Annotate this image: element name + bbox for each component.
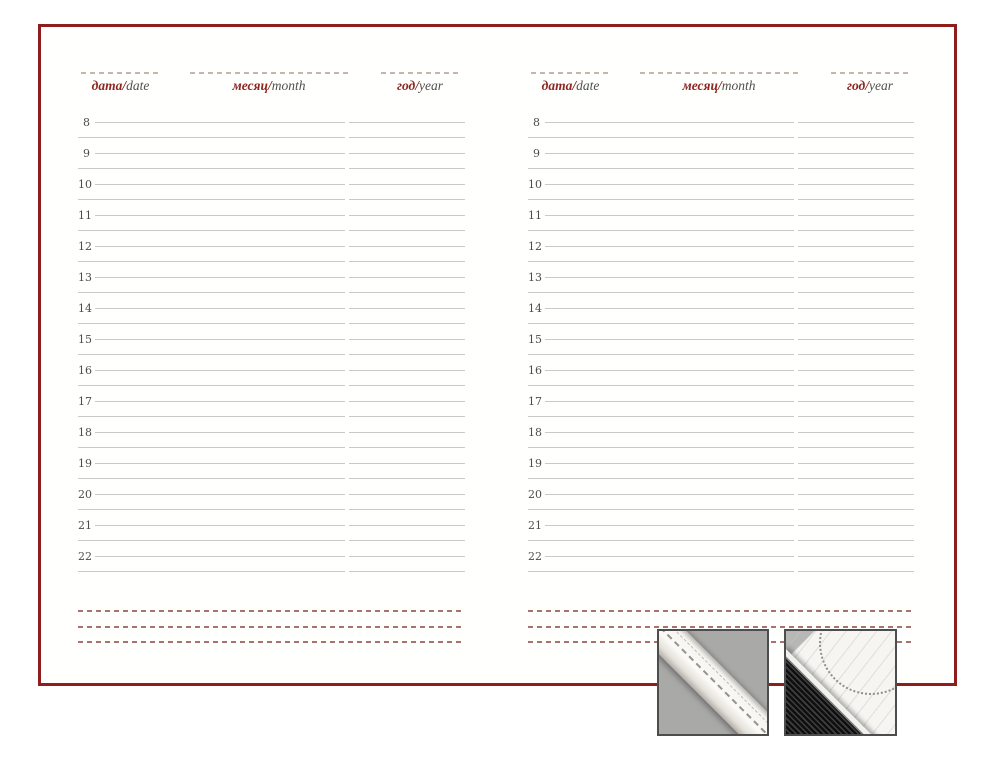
hourly-schedule-grid	[78, 107, 465, 572]
writing-line-side	[798, 370, 914, 371]
hour-row-21	[528, 510, 914, 541]
writing-line-main	[545, 525, 794, 526]
hour-row-16	[78, 355, 465, 386]
hour-row-13	[528, 262, 914, 293]
writing-line-main	[545, 463, 794, 464]
hour-number: 16	[528, 363, 542, 377]
hour-number: 11	[78, 208, 92, 222]
writing-line-side	[798, 339, 914, 340]
year-label-ru: год	[846, 78, 866, 93]
writing-line-main	[95, 153, 345, 154]
hour-number: 18	[78, 425, 92, 439]
hour-row-18	[78, 417, 465, 448]
writing-line-main	[95, 370, 345, 371]
month-dash-line	[640, 72, 798, 74]
year-label	[381, 79, 459, 93]
writing-line-main	[545, 277, 794, 278]
micro-perforation-strip-photo	[657, 629, 769, 736]
writing-line-main	[95, 184, 345, 185]
writing-line-main	[528, 323, 794, 324]
writing-line-main	[528, 199, 794, 200]
writing-line-main	[528, 416, 794, 417]
writing-line-side	[349, 509, 465, 510]
writing-line-main	[528, 385, 794, 386]
hour-number: 20	[78, 487, 92, 501]
writing-line-side	[349, 230, 465, 231]
writing-line-main	[78, 261, 345, 262]
writing-line-side	[798, 432, 914, 433]
writing-line-main	[95, 494, 345, 495]
hour-row-17	[528, 386, 914, 417]
writing-line-side	[349, 277, 465, 278]
writing-line-side	[349, 323, 465, 324]
writing-line-side	[798, 292, 914, 293]
year-label	[831, 79, 909, 93]
hour-number: 21	[528, 518, 542, 532]
writing-line-main	[78, 447, 345, 448]
writing-line-side	[349, 432, 465, 433]
writing-line-side	[349, 401, 465, 402]
label-separator: /	[718, 78, 722, 93]
writing-line-side	[798, 385, 914, 386]
writing-line-side	[349, 339, 465, 340]
writing-line-side	[798, 246, 914, 247]
writing-line-side	[798, 447, 914, 448]
writing-line-main	[95, 215, 345, 216]
perforated-corner-photo	[784, 629, 897, 736]
writing-line-main	[545, 122, 794, 123]
writing-line-side	[349, 494, 465, 495]
hour-number: 10	[528, 177, 542, 191]
footer-dash-line	[78, 641, 463, 643]
writing-line-side	[798, 494, 914, 495]
date-label-ru: дата	[91, 78, 123, 93]
writing-line-main	[78, 292, 345, 293]
date-dash-line	[531, 72, 610, 74]
hour-number: 15	[528, 332, 542, 346]
writing-line-side	[349, 215, 465, 216]
label-separator: /	[415, 78, 420, 93]
writing-line-main	[78, 478, 345, 479]
writing-line-side	[349, 354, 465, 355]
writing-line-side	[798, 571, 914, 572]
hour-number: 13	[528, 270, 542, 284]
date-label	[81, 79, 160, 93]
writing-line-side	[349, 478, 465, 479]
writing-line-side	[798, 184, 914, 185]
writing-line-main	[545, 432, 794, 433]
hour-row-22	[78, 541, 465, 572]
year-field-group	[831, 72, 909, 93]
month-label-en: month	[721, 78, 756, 93]
hour-number: 9	[533, 146, 540, 160]
date-label-ru: дата	[541, 78, 573, 93]
writing-line-main	[528, 230, 794, 231]
writing-line-main	[78, 385, 345, 386]
date-dash-line	[81, 72, 160, 74]
hour-row-11	[78, 200, 465, 231]
writing-line-side	[798, 525, 914, 526]
page-frame	[38, 24, 957, 686]
writing-line-main	[545, 339, 794, 340]
writing-line-main	[545, 401, 794, 402]
writing-line-main	[528, 168, 794, 169]
hour-row-9	[528, 138, 914, 169]
writing-line-side	[798, 261, 914, 262]
hour-number: 19	[78, 456, 92, 470]
writing-line-main	[528, 478, 794, 479]
footer-dash-line	[528, 626, 912, 628]
writing-line-main	[95, 277, 345, 278]
writing-line-main	[545, 494, 794, 495]
writing-line-side	[349, 199, 465, 200]
hour-number: 12	[528, 239, 542, 253]
hour-row-12	[528, 231, 914, 262]
hour-row-18	[528, 417, 914, 448]
hour-number: 13	[78, 270, 92, 284]
hour-row-10	[528, 169, 914, 200]
hour-row-21	[78, 510, 465, 541]
hourly-schedule-grid	[528, 107, 914, 572]
year-field-group	[381, 72, 459, 93]
writing-line-side	[349, 292, 465, 293]
month-field-group	[190, 72, 348, 93]
writing-line-side	[798, 137, 914, 138]
writing-line-side	[349, 153, 465, 154]
writing-line-side	[798, 354, 914, 355]
month-label	[640, 79, 798, 93]
hour-number: 15	[78, 332, 92, 346]
writing-line-side	[798, 463, 914, 464]
month-dash-line	[190, 72, 348, 74]
writing-line-main	[95, 556, 345, 557]
hour-row-22	[528, 541, 914, 572]
month-field-group	[640, 72, 798, 93]
date-label	[531, 79, 610, 93]
writing-line-side	[349, 122, 465, 123]
label-separator: /	[865, 78, 870, 93]
hour-number: 8	[533, 115, 540, 129]
writing-line-side	[349, 416, 465, 417]
month-label-ru: месяц	[232, 78, 268, 93]
hour-row-12	[78, 231, 465, 262]
footer-dash-line	[78, 626, 463, 628]
left-page	[78, 27, 465, 683]
hour-number: 22	[78, 549, 92, 563]
writing-line-main	[78, 354, 345, 355]
writing-line-main	[95, 308, 345, 309]
writing-line-main	[528, 137, 794, 138]
hour-number: 8	[83, 115, 90, 129]
writing-line-side	[349, 571, 465, 572]
writing-line-side	[349, 308, 465, 309]
hour-row-15	[528, 324, 914, 355]
writing-line-side	[798, 215, 914, 216]
hour-row-8	[528, 107, 914, 138]
date-label-en: date	[576, 78, 600, 93]
perforation-strip	[657, 629, 769, 736]
writing-line-side	[798, 416, 914, 417]
writing-line-side	[798, 323, 914, 324]
hour-number: 19	[528, 456, 542, 470]
year-label-ru: год	[396, 78, 416, 93]
hour-row-13	[78, 262, 465, 293]
perforation-dashes-icon	[657, 629, 769, 736]
writing-line-side	[349, 525, 465, 526]
hour-row-20	[78, 479, 465, 510]
writing-line-side	[798, 230, 914, 231]
writing-line-side	[798, 277, 914, 278]
writing-line-main	[545, 215, 794, 216]
writing-line-side	[798, 199, 914, 200]
writing-line-main	[78, 509, 345, 510]
hour-number: 14	[528, 301, 542, 315]
writing-line-main	[95, 339, 345, 340]
writing-line-side	[349, 370, 465, 371]
writing-line-main	[95, 246, 345, 247]
writing-line-side	[349, 447, 465, 448]
month-label	[190, 79, 348, 93]
year-dash-line	[831, 72, 909, 74]
hour-number: 17	[528, 394, 542, 408]
hour-row-16	[528, 355, 914, 386]
writing-line-main	[78, 540, 345, 541]
writing-line-main	[545, 370, 794, 371]
writing-line-main	[545, 308, 794, 309]
writing-line-side	[349, 463, 465, 464]
writing-line-main	[528, 354, 794, 355]
writing-line-main	[545, 556, 794, 557]
writing-line-main	[545, 153, 794, 154]
writing-line-side	[349, 246, 465, 247]
writing-line-main	[545, 184, 794, 185]
writing-line-main	[528, 261, 794, 262]
hour-row-10	[78, 169, 465, 200]
writing-line-side	[798, 153, 914, 154]
hour-number: 9	[83, 146, 90, 160]
notes-footer	[78, 610, 463, 657]
label-separator: /	[268, 78, 272, 93]
writing-line-side	[798, 122, 914, 123]
hour-number: 14	[78, 301, 92, 315]
hour-row-15	[78, 324, 465, 355]
year-label-en: year	[869, 78, 894, 93]
writing-line-side	[798, 540, 914, 541]
hour-number: 17	[78, 394, 92, 408]
hour-row-19	[528, 448, 914, 479]
month-label-ru: месяц	[682, 78, 718, 93]
writing-line-main	[95, 122, 345, 123]
hour-row-8	[78, 107, 465, 138]
hour-row-17	[78, 386, 465, 417]
writing-line-main	[95, 463, 345, 464]
writing-line-side	[798, 556, 914, 557]
hour-number: 20	[528, 487, 542, 501]
year-dash-line	[381, 72, 459, 74]
hour-row-14	[78, 293, 465, 324]
footer-dash-line	[528, 610, 912, 612]
writing-line-main	[545, 246, 794, 247]
date-field-group	[531, 72, 610, 93]
writing-line-main	[78, 571, 345, 572]
writing-line-side	[349, 184, 465, 185]
hour-row-19	[78, 448, 465, 479]
hour-row-14	[528, 293, 914, 324]
writing-line-side	[798, 478, 914, 479]
hour-row-9	[78, 138, 465, 169]
hour-row-20	[528, 479, 914, 510]
hour-number: 21	[78, 518, 92, 532]
writing-line-main	[95, 401, 345, 402]
writing-line-side	[349, 168, 465, 169]
year-label-en: year	[419, 78, 444, 93]
writing-line-side	[798, 308, 914, 309]
writing-line-main	[78, 323, 345, 324]
month-label-en: month	[271, 78, 306, 93]
writing-line-main	[528, 540, 794, 541]
hour-number: 11	[528, 208, 542, 222]
writing-line-main	[78, 230, 345, 231]
writing-line-main	[528, 447, 794, 448]
writing-line-main	[528, 571, 794, 572]
date-field-group	[81, 72, 160, 93]
hour-number: 22	[528, 549, 542, 563]
right-page	[528, 27, 914, 683]
hour-number: 18	[528, 425, 542, 439]
writing-line-main	[95, 525, 345, 526]
hour-number: 16	[78, 363, 92, 377]
writing-line-main	[95, 432, 345, 433]
label-separator: /	[122, 78, 127, 93]
hour-number: 10	[78, 177, 92, 191]
writing-line-main	[78, 168, 345, 169]
hour-row-11	[528, 200, 914, 231]
writing-line-main	[78, 416, 345, 417]
label-separator: /	[572, 78, 577, 93]
writing-line-side	[349, 540, 465, 541]
date-label-en: date	[126, 78, 150, 93]
writing-line-main	[528, 509, 794, 510]
writing-line-side	[798, 168, 914, 169]
writing-line-side	[349, 261, 465, 262]
writing-line-side	[349, 385, 465, 386]
writing-line-side	[798, 401, 914, 402]
writing-line-side	[349, 137, 465, 138]
footer-dash-line	[78, 610, 463, 612]
hour-number: 12	[78, 239, 92, 253]
writing-line-main	[78, 199, 345, 200]
writing-line-side	[349, 556, 465, 557]
writing-line-side	[798, 509, 914, 510]
writing-line-main	[78, 137, 345, 138]
writing-line-main	[528, 292, 794, 293]
